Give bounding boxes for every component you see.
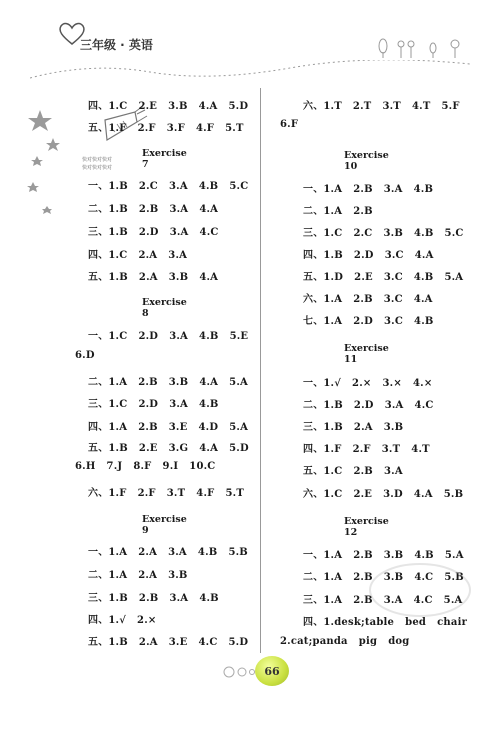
note-line-2: 快对快对快对	[82, 165, 113, 171]
answer-line: 六、1.C 2.E 3.D 4.A 5.B	[303, 489, 464, 500]
answer-line: 三、1.B 2.B 3.A 4.B	[88, 593, 219, 604]
answer-line: 一、1.C 2.D 3.A 4.B 5.E	[88, 331, 249, 342]
page-rings-decoration	[222, 662, 256, 682]
answer-line: 二、1.A 2.B 3.B 4.C 5.B	[303, 572, 464, 583]
answer-line: 二、1.B 2.B 3.A 4.A	[88, 204, 219, 215]
exercise-title: Exercise 8	[142, 297, 187, 319]
answer-line: 六、1.F 2.F 3.T 4.F 5.T	[88, 488, 244, 499]
answer-line: 五、1.B 2.A 3.E 4.C 5.D	[88, 637, 249, 648]
answer-continuation: 6.D	[75, 350, 95, 361]
answer-line: 四、1.F 2.F 3.T 4.T	[303, 444, 430, 455]
answer-line: 五、1.C 2.B 3.A	[303, 466, 403, 477]
answer-line: 三、1.A 2.B 3.A 4.C 5.A	[303, 595, 463, 606]
answer-line: 三、1.C 2.C 3.B 4.B 5.C	[303, 228, 464, 239]
answer-line: 五、1.F 2.F 3.F 4.F 5.T	[88, 123, 244, 134]
answer-line: 六、1.T 2.T 3.T 4.T 5.F	[303, 101, 460, 112]
column-divider	[260, 88, 261, 653]
page-number: 66	[255, 656, 289, 686]
exercise-title: Exercise 9	[142, 514, 187, 536]
answer-line: 一、1.√ 2.× 3.× 4.×	[303, 378, 433, 389]
answer-line: 三、1.B 2.D 3.A 4.C	[88, 227, 219, 238]
answer-line: 五、1.D 2.E 3.C 4.B 5.A	[303, 272, 464, 283]
answer-line: 二、1.A 2.A 3.B	[88, 570, 188, 581]
header-title: 三年级 · 英语	[80, 38, 153, 52]
watermark-stamp	[365, 560, 475, 620]
header-dotted-line	[30, 60, 470, 90]
answer-line: 一、1.A 2.A 3.A 4.B 5.B	[88, 547, 248, 558]
answer-line: 二、1.B 2.D 3.A 4.C	[303, 400, 434, 411]
answer-line: 二、1.A 2.B	[303, 206, 373, 217]
answer-line: 四、1.√ 2.×	[88, 615, 157, 626]
answer-line: 一、1.A 2.B 3.A 4.B	[303, 184, 434, 195]
exercise-title: Exercise 11	[344, 343, 389, 365]
answer-line: 六、1.A 2.B 3.C 4.A	[303, 294, 433, 305]
answer-line: 四、1.B 2.D 3.C 4.A	[303, 250, 434, 261]
exercise-title: Exercise 12	[344, 516, 389, 538]
exercise-title: Exercise 7	[142, 148, 187, 170]
answer-line: 三、1.C 2.D 3.A 4.B	[88, 399, 219, 410]
exercise-title: Exercise 10	[344, 150, 389, 172]
answer-line: 四、1.C 2.E 3.B 4.A 5.D	[88, 101, 249, 112]
answer-continuation: 6.F	[280, 119, 299, 130]
answer-line: 一、1.A 2.B 3.B 4.B 5.A	[303, 550, 464, 561]
answer-continuation: 2.cat;panda pig dog	[280, 636, 410, 647]
note-line-1: 快对快对快对	[82, 157, 113, 163]
answer-line: 七、1.A 2.D 3.C 4.B	[303, 316, 434, 327]
answer-line: 一、1.B 2.C 3.A 4.B 5.C	[88, 181, 249, 192]
tree-icons	[375, 36, 470, 60]
answer-line: 五、1.B 2.A 3.B 4.A	[88, 272, 219, 283]
answer-line: 四、1.desk;table bed chair	[303, 617, 468, 628]
answer-line: 五、1.B 2.E 3.G 4.A 5.D	[88, 443, 249, 454]
answer-continuation: 6.H 7.J 8.F 9.I 10.C	[75, 461, 216, 472]
answer-line: 三、1.B 2.A 3.B	[303, 422, 404, 433]
answer-line: 四、1.A 2.B 3.E 4.D 5.A	[88, 422, 249, 433]
answer-line: 四、1.C 2.A 3.A	[88, 250, 188, 261]
answer-line: 二、1.A 2.B 3.B 4.A 5.A	[88, 377, 248, 388]
